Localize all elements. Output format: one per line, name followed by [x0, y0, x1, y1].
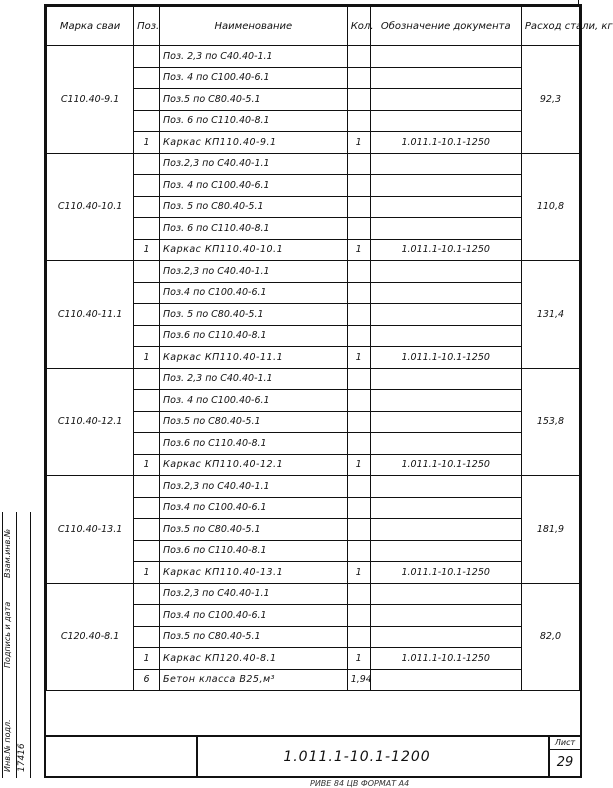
name-cell: Поз.2,3 по С40.40-1.1 — [160, 583, 348, 605]
quantity-cell — [347, 605, 370, 627]
position-cell — [134, 605, 160, 627]
table-row — [47, 261, 580, 283]
position-cell: 1 — [134, 562, 160, 584]
quantity-cell — [347, 46, 370, 68]
document-cell — [370, 519, 521, 541]
document-cell: 1.011.1-10.1-1250 — [370, 347, 521, 369]
quantity-cell: 1 — [347, 239, 370, 261]
quantity-cell — [347, 196, 370, 218]
sidebar-inv-number: 17416 — [17, 743, 27, 772]
header-doc: Обозначение документа — [370, 7, 521, 46]
sidebar-inv-podl: Инв.№ подл. — [3, 719, 12, 772]
position-cell — [134, 368, 160, 390]
document-cell — [370, 368, 521, 390]
name-cell: Поз.2,3 по С40.40-1.1 — [160, 476, 348, 498]
quantity-cell — [347, 390, 370, 412]
quantity-cell — [347, 89, 370, 111]
title-block — [46, 735, 580, 776]
name-cell: Поз.4 по С100.40-6.1 — [160, 497, 348, 519]
quantity-cell: 1 — [347, 347, 370, 369]
position-cell — [134, 497, 160, 519]
name-cell: Поз. 6 по С110.40-8.1 — [160, 110, 348, 132]
pile-mark: С110.40-9.1 — [47, 46, 134, 154]
document-cell: 1.011.1-10.1-1250 — [370, 239, 521, 261]
pile-mark: С110.40-13.1 — [47, 476, 134, 584]
position-cell — [134, 411, 160, 433]
quantity-cell — [347, 218, 370, 240]
document-cell — [370, 261, 521, 283]
position-cell — [134, 583, 160, 605]
name-cell: Поз. 4 по С100.40-6.1 — [160, 390, 348, 412]
quantity-cell — [347, 368, 370, 390]
document-cell — [370, 325, 521, 347]
document-cell — [370, 669, 521, 691]
name-cell: Каркас КП110.40-10.1 — [160, 239, 348, 261]
document-cell — [370, 540, 521, 562]
document-cell — [370, 67, 521, 89]
sidebar-column-1 — [2, 512, 16, 778]
steel-consumption: 153,8 — [521, 368, 579, 476]
header-marka: Марка сваи — [47, 7, 134, 46]
corner-mark — [578, 0, 583, 4]
pile-mark: С120.40-8.1 — [47, 583, 134, 691]
quantity-cell: 1 — [347, 454, 370, 476]
quantity-cell — [347, 433, 370, 455]
sidebar-podpis-data: Подпись и дата — [3, 601, 12, 668]
document-cell: 1.011.1-10.1-1250 — [370, 562, 521, 584]
name-cell: Каркас КП110.40-12.1 — [160, 454, 348, 476]
document-cell — [370, 411, 521, 433]
name-cell: Поз. 2,3 по С40.40-1.1 — [160, 368, 348, 390]
name-cell: Поз.5 по С80.40-5.1 — [160, 89, 348, 111]
position-cell — [134, 218, 160, 240]
position-cell — [134, 325, 160, 347]
quantity-cell — [347, 304, 370, 326]
document-cell — [370, 89, 521, 111]
position-cell — [134, 304, 160, 326]
specification-table — [46, 6, 613, 691]
document-cell — [370, 196, 521, 218]
table-row — [47, 153, 580, 175]
document-cell — [370, 304, 521, 326]
name-cell: Поз. 4 по С100.40-6.1 — [160, 67, 348, 89]
name-cell: Поз.6 по С110.40-8.1 — [160, 433, 348, 455]
quantity-cell — [347, 67, 370, 89]
position-cell: 1 — [134, 347, 160, 369]
position-cell: 1 — [134, 648, 160, 670]
header-name: Наименование — [160, 7, 348, 46]
table-header-row — [47, 7, 580, 46]
document-cell — [370, 175, 521, 197]
quantity-cell — [347, 497, 370, 519]
document-cell — [370, 476, 521, 498]
position-cell — [134, 196, 160, 218]
name-cell: Поз.2,3 по С40.40-1.1 — [160, 261, 348, 283]
name-cell: Поз.5 по С80.40-5.1 — [160, 411, 348, 433]
name-cell: Поз. 6 по С110.40-8.1 — [160, 218, 348, 240]
name-cell: Поз.6 по С110.40-8.1 — [160, 325, 348, 347]
document-cell — [370, 497, 521, 519]
name-cell: Бетон класса В25,м³ — [160, 669, 348, 691]
quantity-cell: 1 — [347, 648, 370, 670]
approval-sidebar — [2, 512, 42, 778]
name-cell: Поз.5 по С80.40-5.1 — [160, 626, 348, 648]
name-cell: Каркас КП120.40-8.1 — [160, 648, 348, 670]
position-cell — [134, 540, 160, 562]
sidebar-column-3 — [30, 512, 44, 778]
position-cell — [134, 89, 160, 111]
steel-consumption: 131,4 — [521, 261, 579, 369]
quantity-cell: 1 — [347, 132, 370, 154]
quantity-cell — [347, 325, 370, 347]
document-code: 1.011.1-10.1-1200 — [196, 737, 516, 776]
document-cell — [370, 583, 521, 605]
steel-consumption: 110,8 — [521, 153, 579, 261]
document-cell — [370, 218, 521, 240]
table-row — [47, 583, 580, 605]
quantity-cell — [347, 583, 370, 605]
quantity-cell — [347, 175, 370, 197]
position-cell — [134, 282, 160, 304]
steel-consumption: 181,9 — [521, 476, 579, 584]
position-cell — [134, 175, 160, 197]
document-cell — [370, 153, 521, 175]
table-row — [47, 476, 580, 498]
name-cell: Поз. 4 по С100.40-6.1 — [160, 175, 348, 197]
position-cell — [134, 110, 160, 132]
position-cell — [134, 153, 160, 175]
position-cell — [134, 46, 160, 68]
position-cell: 1 — [134, 132, 160, 154]
position-cell — [134, 626, 160, 648]
document-cell — [370, 626, 521, 648]
name-cell: Поз. 5 по С80.40-5.1 — [160, 304, 348, 326]
header-qty: Кол. — [347, 7, 370, 46]
name-cell: Поз.2,3 по С40.40-1.1 — [160, 153, 348, 175]
quantity-cell — [347, 282, 370, 304]
quantity-cell: 1,94 — [347, 669, 370, 691]
document-cell — [370, 282, 521, 304]
position-cell — [134, 519, 160, 541]
name-cell: Поз.5 по С80.40-5.1 — [160, 519, 348, 541]
sidebar-column-2 — [16, 512, 30, 778]
pile-mark: С110.40-11.1 — [47, 261, 134, 369]
quantity-cell — [347, 519, 370, 541]
pile-mark: С110.40-10.1 — [47, 153, 134, 261]
table-row — [47, 46, 580, 68]
name-cell: Поз.4 по С100.40-6.1 — [160, 605, 348, 627]
sheet-label: Лист — [550, 738, 580, 750]
footer-note: РИВЕ 84 ЦВ ФОРМАТ А4 — [310, 779, 410, 788]
position-cell: 1 — [134, 239, 160, 261]
quantity-cell — [347, 411, 370, 433]
pile-mark: С110.40-12.1 — [47, 368, 134, 476]
position-cell — [134, 433, 160, 455]
quantity-cell — [347, 476, 370, 498]
name-cell: Поз. 5 по С80.40-5.1 — [160, 196, 348, 218]
header-pos: Поз. — [134, 7, 160, 46]
header-steel: Расход стали, кг — [521, 7, 579, 46]
name-cell: Поз.6 по С110.40-8.1 — [160, 540, 348, 562]
document-cell — [370, 110, 521, 132]
name-cell: Каркас КП110.40-11.1 — [160, 347, 348, 369]
position-cell: 6 — [134, 669, 160, 691]
table-body — [47, 46, 580, 691]
position-cell: 1 — [134, 454, 160, 476]
quantity-cell — [347, 261, 370, 283]
quantity-cell — [347, 626, 370, 648]
document-cell — [370, 433, 521, 455]
sheet-box — [548, 737, 580, 776]
quantity-cell — [347, 540, 370, 562]
table-row — [47, 368, 580, 390]
position-cell — [134, 476, 160, 498]
document-cell — [370, 390, 521, 412]
name-cell: Поз.4 по С100.40-6.1 — [160, 282, 348, 304]
document-cell — [370, 46, 521, 68]
document-cell: 1.011.1-10.1-1250 — [370, 132, 521, 154]
sidebar-vzam-inv: Взам.инв.№ — [3, 528, 12, 578]
steel-consumption: 92,3 — [521, 46, 579, 154]
position-cell — [134, 261, 160, 283]
quantity-cell — [347, 110, 370, 132]
document-cell: 1.011.1-10.1-1250 — [370, 454, 521, 476]
position-cell — [134, 390, 160, 412]
quantity-cell — [347, 153, 370, 175]
steel-consumption: 82,0 — [521, 583, 579, 691]
document-cell — [370, 605, 521, 627]
name-cell: Каркас КП110.40-9.1 — [160, 132, 348, 154]
document-cell: 1.011.1-10.1-1250 — [370, 648, 521, 670]
quantity-cell: 1 — [347, 562, 370, 584]
position-cell — [134, 67, 160, 89]
sheet-number: 29 — [556, 755, 574, 770]
name-cell: Поз. 2,3 по С40.40-1.1 — [160, 46, 348, 68]
name-cell: Каркас КП110.40-13.1 — [160, 562, 348, 584]
